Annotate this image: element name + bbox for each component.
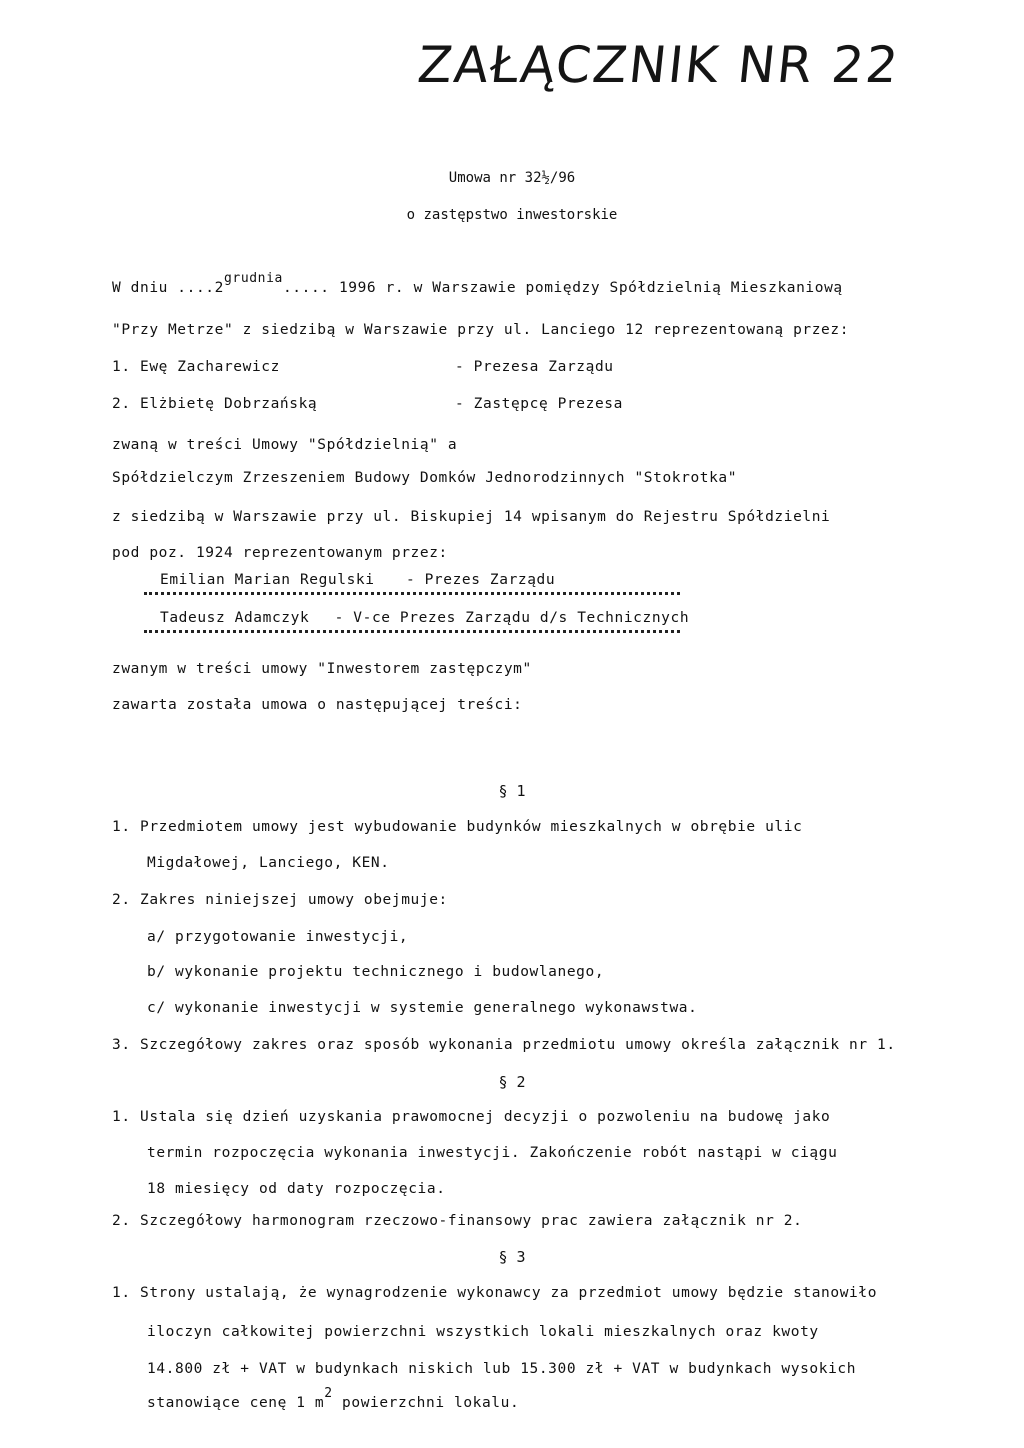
party-line-1: zwaną w treści Umowy "Spółdzielnią" a <box>112 437 458 453</box>
date-month: grudnia <box>223 271 283 286</box>
representative-2-name: 2. Elżbietę Dobrzańską <box>112 396 318 412</box>
intro-line-2: "Przy Metrze" z siedzibą w Warszawie przy ul. Lanciego 12 reprezentowaną przez: <box>112 322 850 338</box>
s3-unit-price-text: stanowiące cenę 1 m <box>147 1395 325 1411</box>
investor-rep-1-role: - Prezes Zarządu <box>405 572 556 588</box>
representative-2-role: - Zastępcę Prezesa <box>455 396 623 412</box>
closing-line-2: zawarta została umowa o następującej treści: <box>112 697 523 713</box>
section-2-title: § 2 <box>498 1073 526 1091</box>
s1-paragraph-1a: 1. Przedmiotem umowy jest wybudowanie budynków mieszkalnych w obrębie ulic <box>112 819 803 835</box>
investor-rep-2-name: Tadeusz Adamczyk <box>160 610 310 626</box>
contract-title: Umowa nr 32½/96 <box>448 170 576 186</box>
contract-subtitle: o zastępstwo inwestorskie <box>406 207 618 223</box>
s2-paragraph-1b: termin rozpoczęcia wykonania inwestycji. Zakończenie robót nastąpi w ciągu <box>147 1145 838 1161</box>
date-rest: ..... 1996 r. w Warszawie pomiędzy Spółdzielnią Mieszkaniową <box>282 280 843 296</box>
s1-paragraph-1b: Migdałowej, Lanciego, KEN. <box>147 855 390 871</box>
party-line-3: z siedzibą w Warszawie przy ul. Biskupiej 14 wpisanym do Rejestru Spółdzielni <box>112 509 831 525</box>
s3-paragraph-1d <box>147 1386 520 1411</box>
s1-item-b: b/ wykonanie projektu technicznego i budowlanego, <box>147 964 605 980</box>
s1-paragraph-3: 3. Szczegółowy zakres oraz sposób wykonania przedmiotu umowy określa załącznik nr 1. <box>112 1037 896 1053</box>
investor-rep-2-role: - V-ce Prezes Zarządu d/s Technicznych <box>334 610 690 626</box>
date-prefix: W dniu ....2 <box>112 280 224 296</box>
s3-paragraph-1b: iloczyn całkowitej powierzchni wszystkich lokali mieszkalnych oraz kwoty <box>147 1324 819 1340</box>
party-line-4: pod poz. 1924 reprezentowanym przez: <box>112 545 448 561</box>
s2-paragraph-1a: 1. Ustala się dzień uzyskania prawomocnej decyzji o pozwoleniu na budowę jako <box>112 1109 831 1125</box>
investor-rep-1 <box>144 572 680 595</box>
representative-1-role: - Prezesa Zarządu <box>455 359 614 375</box>
s1-item-a: a/ przygotowanie inwestycji, <box>147 929 409 945</box>
intro-line-1 <box>112 271 843 296</box>
investor-rep-2 <box>144 610 690 633</box>
s3-unit-price-text-end: powierzchni lokalu. <box>332 1395 520 1411</box>
s2-paragraph-2: 2. Szczegółowy harmonogram rzeczowo-finansowy prac zawiera załącznik nr 2. <box>112 1213 803 1229</box>
s3-paragraph-1c: 14.800 zł + VAT w budynkach niskich lub 15.300 zł + VAT w budynkach wysokich <box>147 1361 857 1377</box>
representative-1-name: 1. Ewę Zacharewicz <box>112 359 280 375</box>
closing-line-1: zwanym w treści umowy "Inwestorem zastępczym" <box>112 661 532 677</box>
s1-item-c: c/ wykonanie inwestycji w systemie generalnego wykonawstwa. <box>147 1000 698 1016</box>
s3-paragraph-1a: 1. Strony ustalają, że wynagrodzenie wykonawcy za przedmiot umowy będzie stanowiło <box>112 1285 878 1301</box>
party-line-2: Spółdzielczym Zrzeszeniem Budowy Domków Jednorodzinnych "Stokrotka" <box>112 470 738 486</box>
attachment-heading: ZAŁĄCZNIK NR 22 <box>414 36 903 94</box>
investor-rep-1-name: Emilian Marian Regulski <box>160 572 375 588</box>
s2-paragraph-1c: 18 miesięcy od daty rozpoczęcia. <box>147 1181 446 1197</box>
section-1-title: § 1 <box>498 782 526 800</box>
s1-paragraph-2: 2. Zakres niniejszej umowy obejmuje: <box>112 892 448 908</box>
section-3-title: § 3 <box>498 1248 526 1266</box>
square-meter-superscript: 2 <box>324 1386 333 1401</box>
